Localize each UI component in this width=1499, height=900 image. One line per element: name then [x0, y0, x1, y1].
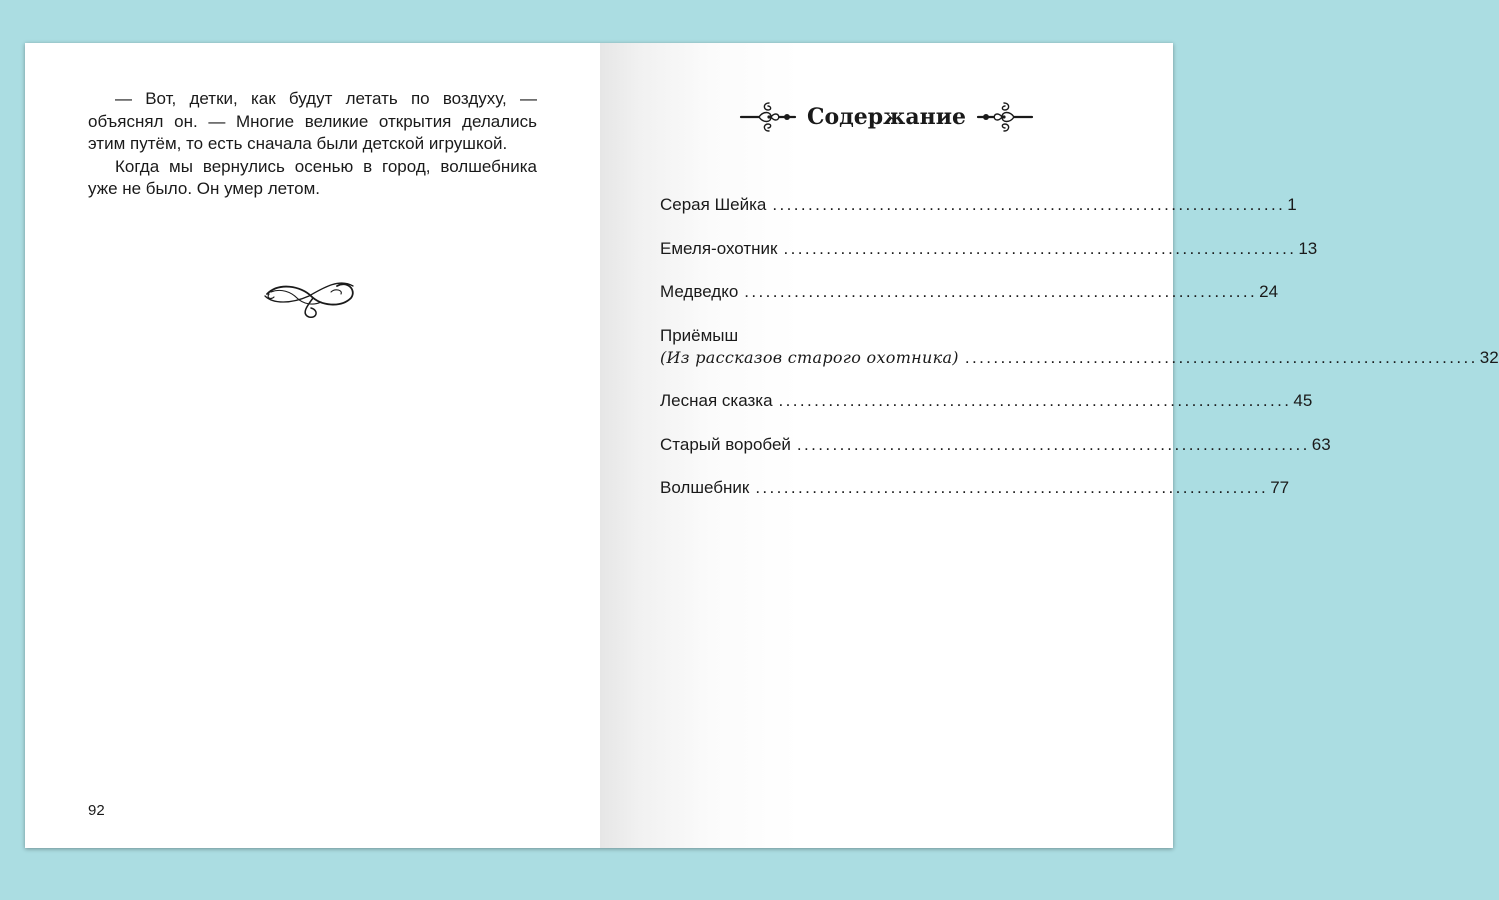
toc-title: Лесная сказка — [660, 391, 773, 410]
toc-title: Серая Шейка — [660, 195, 767, 214]
toc-entry[interactable] — [660, 391, 1313, 413]
book-spread — [25, 43, 1499, 848]
dot-leader: ........................................................................ — [755, 478, 1269, 497]
ornament-right-icon — [976, 99, 1032, 135]
story-text — [88, 88, 537, 201]
toc-entry[interactable] — [660, 325, 1499, 370]
toc-entry[interactable] — [660, 282, 1279, 304]
dot-leader: ........................................................................ — [964, 347, 1478, 367]
toc-title: Волшебник — [660, 478, 750, 497]
toc-entry[interactable] — [660, 434, 1331, 457]
page-number: 92 — [88, 802, 105, 819]
toc-page-number: 32 — [1479, 347, 1499, 367]
dot-leader: ........................................................................ — [744, 282, 1258, 301]
toc-entry[interactable] — [660, 238, 1318, 261]
toc-page-number: 1 — [1287, 195, 1297, 214]
contents-title: Содержание — [806, 104, 967, 130]
dot-leader: ........................................................................ — [796, 434, 1310, 454]
dot-leader: ........................................................................ — [783, 238, 1297, 258]
dot-leader: ........................................................................ — [778, 391, 1292, 410]
ornament-left-icon — [741, 99, 797, 135]
toc-title: Емеля-охотник — [660, 238, 778, 258]
toc-page-number: 13 — [1298, 238, 1318, 258]
toc-title: Медведко — [660, 282, 739, 301]
story-paragraph: Когда мы вернулись осенью в город, волшебника уже не было. Он умер летом. — [88, 156, 537, 198]
toc-title: Старый воробей — [660, 434, 791, 454]
flourish-ornament-icon — [261, 272, 357, 320]
toc-page-number: 45 — [1293, 391, 1313, 410]
toc-entry[interactable] — [660, 195, 1297, 217]
toc-title: Приёмыш — [660, 325, 739, 345]
toc-page-number: 63 — [1311, 434, 1331, 454]
toc-entry[interactable] — [660, 478, 1290, 500]
toc-page-number: 77 — [1270, 478, 1290, 497]
toc-subtitle: (Из рассказов старого охотника) — [660, 347, 959, 367]
left-page — [25, 43, 600, 848]
dot-leader: ........................................................................ — [772, 195, 1286, 214]
story-paragraph: — Вот, детки, как будут летать по воздуху, — объяснял он. — Многие великие открытия делались этим путём, то есть сначала были детской игрушкой. — [88, 89, 537, 153]
toc-page-number: 24 — [1259, 282, 1279, 301]
right-page — [600, 43, 1499, 848]
table-of-contents — [660, 195, 1499, 522]
contents-heading — [600, 99, 1173, 135]
